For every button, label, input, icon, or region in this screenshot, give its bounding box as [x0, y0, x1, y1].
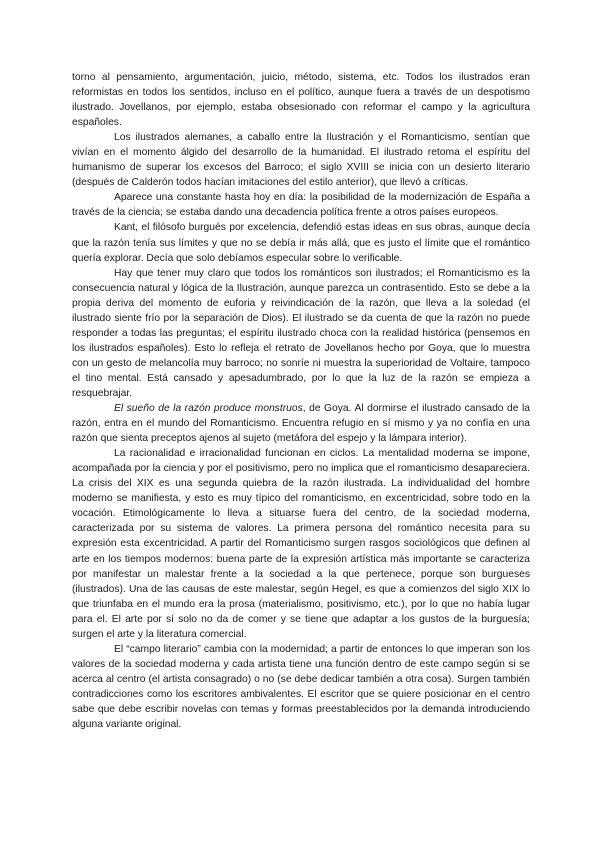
paragraph-2: Los ilustrados alemanes, a caballo entre la Ilustración y el Romanticismo, sentían que vivían en el momento álgido del desarrollo de la humanidad. El ilustrado retoma el espíritu del humanismo de superar los excesos del Barroco; el siglo XVIII se inicia con un desierto literario (después de Calderón todos hacían imitaciones del estilo anterior), que llevó a críticas. [72, 132, 530, 189]
paragraph-5: Hay que tener muy claro que todos los románticos son ilustrados; el Romanticismo es la consecuencia natural y lógica de la Ilustración, aunque parezca un contrasentido. Esto se debe a la propia deriva del momento de euforia y reivindicación de la razón, que lleva a la soledad (el ilustrado siente frío por la separación de Dios). El ilustrado se da cuenta de que la razón no puede responder a todas las preguntas; el espíritu ilustrado choca con la realidad histórica (pensemos en los ilustrados españoles). Esto lo refleja el retrato de Jovellanos hecho por Goya, que lo muestra con un gesto de melancolía muy barroco; no sonríe ni muestra la superioridad de Voltaire, tampoco el tino mental. Está cansado y apesadumbrado, por lo que la luz de la razón se empieza a resquebrajar. [72, 267, 530, 399]
paragraph-6 [72, 401, 530, 446]
document-page [72, 70, 530, 732]
paragraph-4: Kant, el filósofo burgués por excelencia, defendió estas ideas en sus obras, aunque decía que la razón tenía sus límites y que no se debía ir más allá, que es justo el límite que el romántico quería explorar. Decía que solo debíamos especular sobre lo verificable. [72, 222, 530, 264]
paragraph-1: torno al pensamiento, argumentación, juicio, método, sistema, etc. Todos los ilustrados eran reformistas en todos los sentidos, incluso en el político, aunque fuera a través de un despotismo ilustrado. Jovellanos, por ejemplo, estaba obsesionado con reformar el campo y la agricultura españoles. [72, 72, 530, 129]
paragraph-7: La racionalidad e irracionalidad funcionan en ciclos. La mentalidad moderna se impone, acompañada por la ciencia y por el positivismo, pero no implica que el romanticismo desapareciera. La crisis del XIX es una segunda quiebra de la razón ilustrada. La individualidad del hombre moderno se manifiesta, y esto es muy típico del romanticismo, en excentricidad, sobre todo en la vocación. Etimológicamente lo lleva a situarse fuera del centro, de la sociedad moderna, caracterizada por su sistema de valores. La primera persona del romántico necesita para su expresión esta excentricidad. A partir del Romanticismo surgen rasgos sociológicos que definen al arte en los tiempos modernos: buena parte de la expresión artística más importante se caracteriza por manifestar un malestar frente a la sociedad a la que pertenece, porque son burgueses (ilustrados). Una de las causas de este malestar, según Hegel, es que a comienzos del siglo XIX lo que triunfaba en el mundo era la prosa (materialismo, positivismo, etc.), por lo que no había lugar para el. El arte por sí solo no da de comer y se tiene que adaptar a los gustos de la burguesía; surgen el arte y la literatura comercial. [72, 448, 530, 640]
paragraph-3: Aparece una constante hasta hoy en día: la posibilidad de la modernización de España a través de la ciencia; se estaba dando una decadencia política frente a otros países europeos. [72, 192, 530, 219]
paragraph-8: El “campo literario” cambia con la modernidad; a partir de entonces lo que imperan son los valores de la sociedad moderna y cada artista tiene una función dentro de este campo según si se acerca al centro (el artista consagrado) o no (se debe dedicar también a otra cosa). Surgen también contradicciones como los escritores ambivalentes. El escritor que se quiere posicionar en el centro sabe que debe escribir novelas con temas y formas preestablecidos por la demanda introduciendo alguna variante original. [72, 643, 530, 731]
artwork-title: El sueño de la razón produce monstruos [114, 403, 303, 415]
paragraph-6-text: , de Goya. Al dormirse el ilustrado cansado de la razón, entra en el mundo del Romanticismo. Encuentra refugio en sí mismo y ya no confía en una razón que sienta preceptos ajenos al sujeto (metáfora del espejo y la lámpara interior). [72, 403, 530, 445]
